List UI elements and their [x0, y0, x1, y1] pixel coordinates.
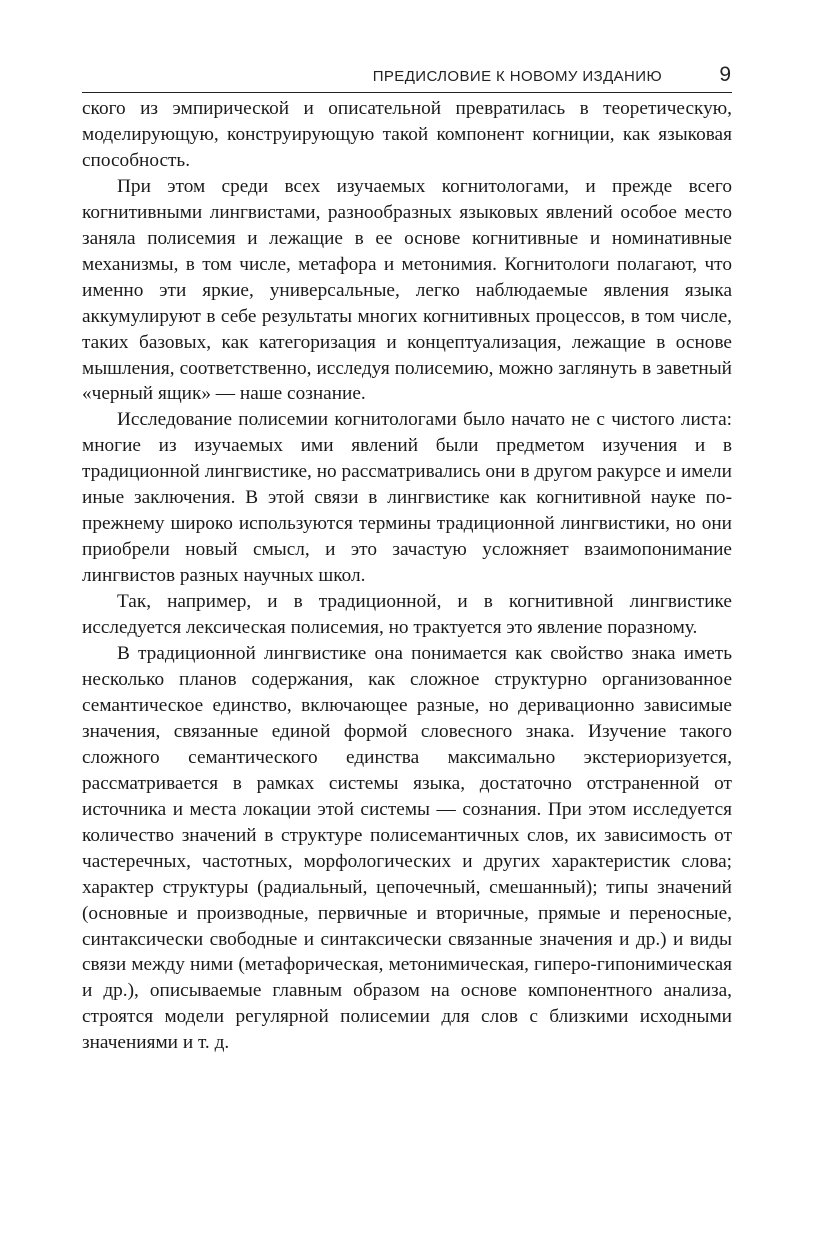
running-head — [82, 62, 732, 93]
paragraph: Исследование полисемии когнитологами было начато не с чистого листа: многие из изучаемых ими явлений были предметом изучения и в традиционной лингвистике, но рассматривались они в другом ракурсе и имели иные заключения. В этой связи в лингвистике как когнитивной науке по-прежнему широко используются термины традиционной лингвистики, но они приобрели новый смысл, и это зачастую усложняет взаимопонимание лингвистов разных научных школ. — [82, 409, 732, 587]
page-number: 9 — [719, 63, 731, 86]
paragraph-continuation: ского из эмпирической и описательной превратилась в теоретическую, моделирующую, конструирующую такой компонент когниции, как языковая способность. — [82, 98, 732, 171]
paragraph: При этом среди всех изучаемых когнитологами, и прежде всего когнитивными лингвистами, разнообразных языковых явлений особое место заняла полисемия и лежащие в ее основе когнитивные и номинативные механизмы, в том числе, метафора и метонимия. Когнитологи полагают, что именно эти яркие, универсальные, легко наблюдаемые явления языка аккумулируют в себе результаты многих когнитивных процессов, в том числе, таких базовых, как категоризация и концептуализация, лежащие в основе мышления, соответственно, исследуя полисемию, можно заглянуть в заветный «черный ящик» — наше сознание. — [82, 175, 732, 405]
body-text — [82, 96, 732, 1056]
paragraph: В традиционной лингвистике она понимается как свойство знака иметь несколько планов содержания, как сложное структурно организованное семантическое единство, включающее разные, но деривационно зависимые значения, связанные единой формой словесного знака. Изучение такого сложного семантического единства максимально экстериоризуется, рассматривается в рамках системы языка, достаточно отстраненной от источника и места локации этой системы — сознания. При этом исследуется количество значений в структуре полисемантичных слов, их зависимость от частеречных, частотных, морфологических и других характеристик слова; характер структуры (радиальный, цепочечный, смешанный); типы значений (основные и производные, первичные и вторичные, прямые и переносные, синтаксически свободные и синтаксически связанные значения и др.) и виды связи между ними (метафорическая, метонимическая, гиперо-гипонимическая и др.), описываемые главным образом на основе компонентного анализа, строятся модели регулярной полисемии для слов с близкими исходными значениями и т. д. — [82, 643, 732, 1054]
paragraph: Так, например, и в традиционной, и в когнитивной лингвистике исследуется лексическая полисемия, но трактуется это явление поразному. — [82, 591, 732, 639]
running-title: ПРЕДИСЛОВИЕ К НОВОМУ ИЗДАНИЮ — [372, 68, 662, 85]
